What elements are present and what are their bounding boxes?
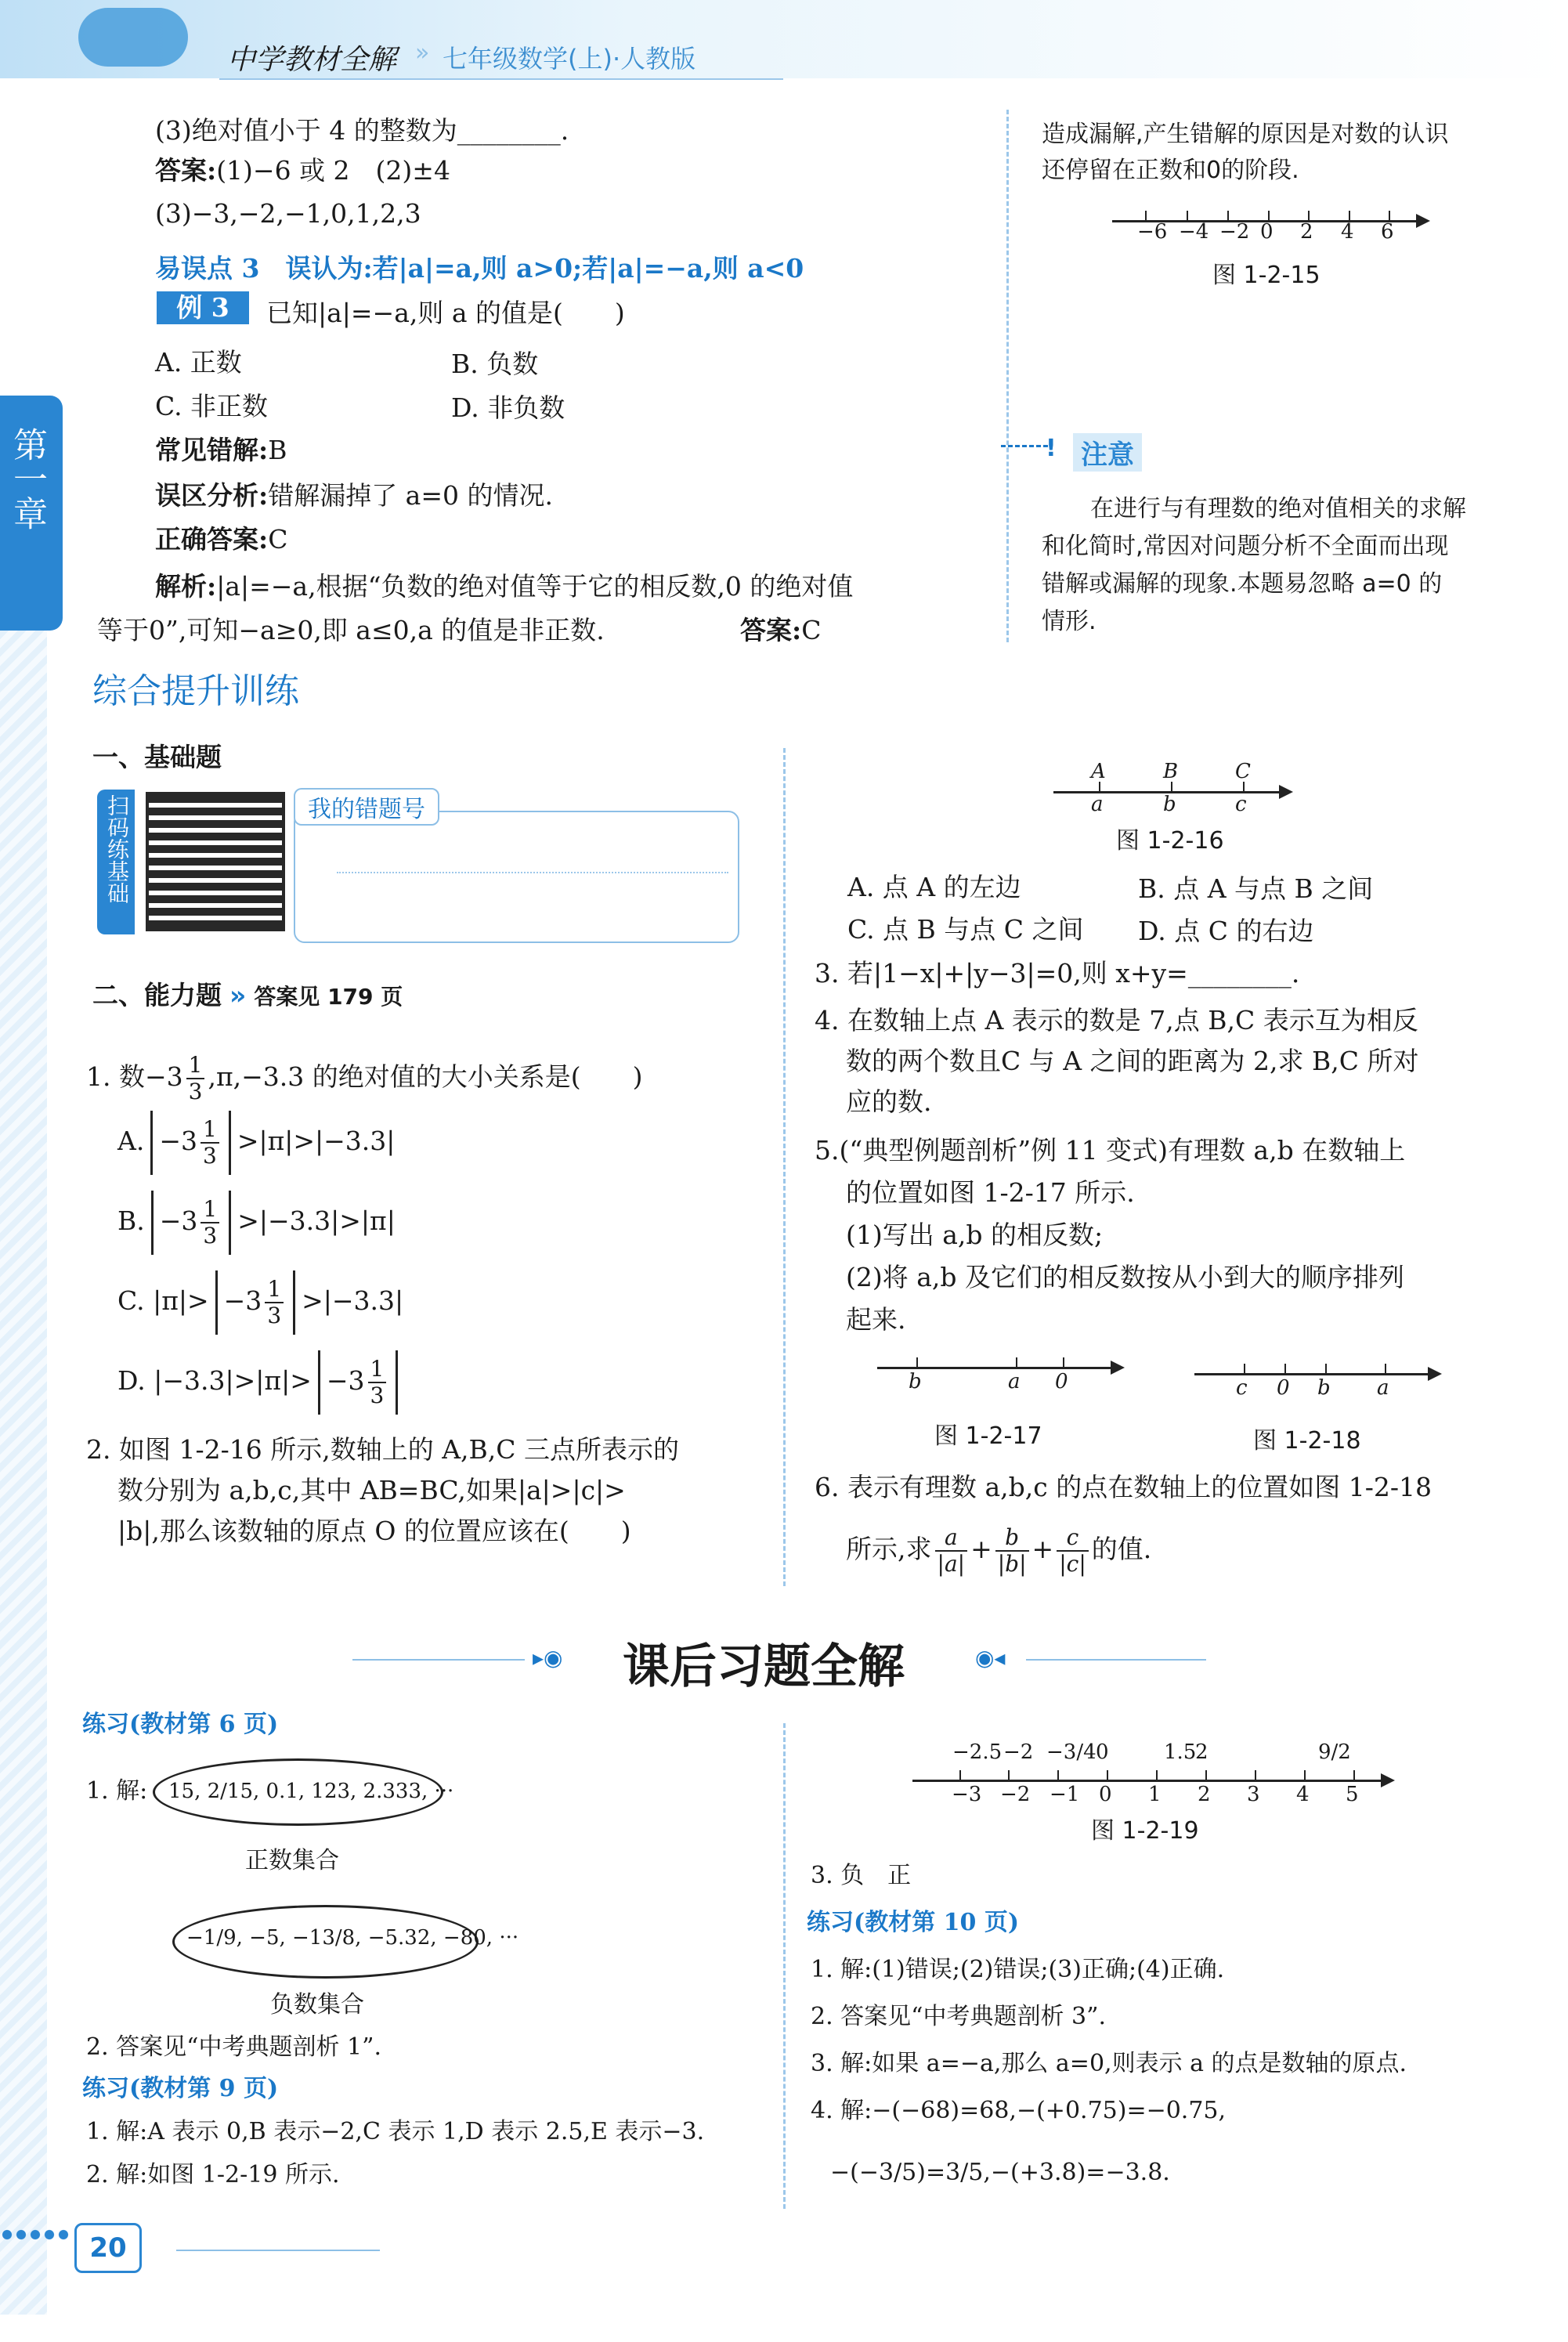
fig19-axis bbox=[912, 1780, 1382, 1782]
fig16-upper-label: C bbox=[1235, 760, 1251, 783]
fig19-lower-label: 5 bbox=[1346, 1783, 1359, 1806]
option-d: D. 非负数 bbox=[451, 392, 565, 423]
fig15-caption: 图 1-2-15 bbox=[1212, 262, 1321, 289]
mistake-tab: 我的错题号 bbox=[294, 788, 439, 826]
page-number: 20 bbox=[74, 2223, 142, 2273]
fig19-upper-label: −2.5 bbox=[952, 1740, 1003, 1764]
wrong-answer: 常见错解:B bbox=[155, 435, 287, 465]
q6-line-2: 所示,求 $\frac{a}{|a|}$ + $\frac{b}{|b|}$ + $\frac{c}{|c|}$ 的值. bbox=[846, 1524, 1152, 1577]
fig16-upper-label: B bbox=[1163, 760, 1179, 783]
option-a: A. 正数 bbox=[155, 347, 242, 378]
q1-option-a: A. −3 $\frac{1}{3}$ >|π|>|−3.3| bbox=[117, 1106, 395, 1176]
after-title-deco-left: ▸◉ bbox=[533, 1645, 563, 1671]
qr-side-label: 扫码练基础 bbox=[104, 794, 130, 904]
q1-option-b: B. −3 $\frac{1}{3}$ >|−3.3|>|π| bbox=[117, 1186, 396, 1256]
fig15-label: −6 bbox=[1137, 220, 1168, 244]
fig19-lower-label: −1 bbox=[1050, 1783, 1080, 1806]
q1-option-c: C. |π|> −3 $\frac{1}{3}$ >|−3.3| bbox=[117, 1266, 403, 1336]
fig19-lower-tick bbox=[1255, 1770, 1256, 1781]
q5-line-2: 的位置如图 1-2-17 所示. bbox=[846, 1177, 1135, 1208]
fig19-lower-tick bbox=[1156, 1770, 1158, 1781]
ability-heading: 二、能力题 » 答案见 179 页 bbox=[92, 980, 403, 1010]
after-title: 课后习题全解 bbox=[623, 1639, 905, 1694]
fig19-lower-tick bbox=[959, 1770, 961, 1781]
chapter-tab-stripe bbox=[0, 631, 47, 2315]
mistake-line bbox=[337, 872, 728, 873]
fig19-upper-label: 9/2 bbox=[1318, 1740, 1351, 1764]
right-text-1: 造成漏解,产生错解的原因是对数的认识 bbox=[1042, 121, 1449, 148]
fig19-lower-label: 2 bbox=[1198, 1783, 1211, 1806]
note-line-2: 和化简时,常因对问题分析不全面而出现 bbox=[1042, 533, 1449, 560]
fig16-lower-tick bbox=[1243, 782, 1245, 793]
fig17-label: 0 bbox=[1055, 1370, 1068, 1393]
q5-line-4: (2)将 a,b 及它们的相反数按从小到大的顺序排列 bbox=[846, 1262, 1405, 1292]
q2-option-d: D. 点 C 的右边 bbox=[1138, 916, 1314, 946]
note-icon: ! bbox=[1046, 435, 1057, 462]
qr-code[interactable] bbox=[149, 795, 282, 928]
fig19-upper-label: 1.5 bbox=[1164, 1740, 1197, 1764]
fig19-lower-label: 4 bbox=[1296, 1783, 1310, 1806]
answer-line-1: 答案:(1)−6 或 2 (2)±4 bbox=[155, 155, 450, 186]
option-c: C. 非正数 bbox=[155, 391, 269, 421]
q6-line-1: 6. 表示有理数 a,b,c 的点在数轴上的位置如图 1-2-18 bbox=[815, 1472, 1432, 1502]
fig16-arrow bbox=[1279, 785, 1293, 799]
p10-sol4: 4. 解:−(−68)=68,−(+0.75)=−0.75, bbox=[811, 2097, 1227, 2124]
fig18-label: 0 bbox=[1277, 1376, 1290, 1400]
q2-option-c: C. 点 B 与点 C 之间 bbox=[847, 914, 1084, 945]
q5-line-5: 起来. bbox=[846, 1304, 906, 1335]
q4-line-3: 应的数. bbox=[846, 1086, 932, 1117]
q2-line-1: 2. 如图 1-2-16 所示,数轴上的 A,B,C 三点所表示的 bbox=[86, 1434, 680, 1465]
p10-sol3: 3. 解:如果 a=−a,那么 a=0,则表示 a 的点是数轴的原点. bbox=[811, 2050, 1407, 2077]
fig19-lower-tick bbox=[1304, 1770, 1306, 1781]
fig15-arrow bbox=[1416, 214, 1430, 228]
fig18-axis bbox=[1194, 1373, 1429, 1375]
fig19-upper-label: 2 bbox=[1195, 1740, 1209, 1764]
pitfall-title: 易误点 3 误认为:若|a|=a,则 a>0;若|a|=−a,则 a<0 bbox=[155, 253, 804, 284]
fig19-lower-label: 1 bbox=[1148, 1783, 1162, 1806]
right-text-2: 还停留在正数和0的阶段. bbox=[1042, 157, 1299, 184]
option-b: B. 负数 bbox=[451, 349, 539, 379]
example-text: 已知|a|=−a,则 a 的值是( ) bbox=[266, 298, 625, 328]
header-rule bbox=[219, 78, 783, 80]
q2-option-b: B. 点 A 与点 B 之间 bbox=[1138, 873, 1374, 904]
note-line-1: 在进行与有理数的绝对值相关的求解 bbox=[1090, 495, 1466, 522]
after-title-rule-right bbox=[1026, 1659, 1206, 1661]
negative-caption: 负数集合 bbox=[270, 1991, 364, 2019]
section-title: 综合提升训练 bbox=[92, 671, 299, 711]
note-marker bbox=[1001, 445, 1048, 447]
fig17-arrow bbox=[1111, 1361, 1125, 1375]
fig17-axis bbox=[877, 1367, 1112, 1369]
after-title-rule-left bbox=[352, 1659, 525, 1661]
q2-line-2: 数分别为 a,b,c,其中 AB=BC,如果|a|>|c|> bbox=[117, 1475, 626, 1505]
fig17-label: a bbox=[1008, 1370, 1021, 1393]
middle-divider bbox=[783, 748, 786, 1586]
final-answer: 答案:C bbox=[740, 615, 822, 645]
fig16-lower-tick bbox=[1099, 782, 1100, 793]
fig16-lower-tick bbox=[1171, 782, 1172, 793]
positive-caption: 正数集合 bbox=[245, 1847, 339, 1874]
q2-line-3: |b|,那么该数轴的原点 O 的位置应该在( ) bbox=[117, 1516, 631, 1546]
explain-line-2: 等于0”,可知−a≥0,即 a≤0,a 的值是非正数. bbox=[97, 615, 605, 645]
q5-line-3: (1)写出 a,b 的相反数; bbox=[846, 1220, 1104, 1250]
mistake-box[interactable] bbox=[294, 811, 739, 943]
chapter-tab-label: 第一章 bbox=[7, 427, 47, 530]
sol1-label: 1. 解: bbox=[86, 1777, 148, 1805]
fig16-caption: 图 1-2-16 bbox=[1116, 827, 1224, 855]
p10-sol5: −(−3/5)=3/5,−(+3.8)=−3.8. bbox=[830, 2159, 1170, 2186]
fig18-label: a bbox=[1377, 1376, 1389, 1400]
fig18-label: c bbox=[1236, 1376, 1248, 1400]
top-divider bbox=[1006, 110, 1009, 642]
fig19-lower-label: −2 bbox=[1000, 1783, 1031, 1806]
p9-sol1: 1. 解:A 表示 0,B 表示−2,C 表示 1,D 表示 2.5,E 表示−3. bbox=[86, 2118, 705, 2145]
negative-set: −1/9, −5, −13/8, −5.32, −80, ··· bbox=[186, 1926, 519, 1950]
fig19-lower-tick bbox=[1353, 1770, 1355, 1781]
practice-p10: 练习(教材第 10 页) bbox=[807, 1909, 1020, 1936]
sol2: 2. 答案见“中考典题剖析 1”. bbox=[86, 2033, 381, 2061]
p10-sol2: 2. 答案见“中考典题剖析 3”. bbox=[811, 2003, 1106, 2030]
fig15-label: −2 bbox=[1219, 220, 1250, 244]
fig19-lower-tick bbox=[1205, 1770, 1207, 1781]
fig19-arrow bbox=[1381, 1773, 1395, 1787]
fig18-tick bbox=[1284, 1364, 1286, 1375]
practice-p6: 练习(教材第 6 页) bbox=[82, 1711, 279, 1738]
q3-line: (3)绝对值小于 4 的整数为________. bbox=[155, 115, 569, 146]
fig18-arrow bbox=[1428, 1367, 1442, 1381]
header-arrow-icon: » bbox=[415, 39, 430, 67]
q5-line-1: 5.(“典型例题剖析”例 11 变式)有理数 a,b 在数轴上 bbox=[815, 1135, 1406, 1166]
fig15-label: −4 bbox=[1179, 220, 1209, 244]
fig15-label: 4 bbox=[1341, 220, 1354, 244]
fig19-upper-label: 0 bbox=[1096, 1740, 1109, 1764]
q3-right: 3. 若|1−x|+|y−3|=0,则 x+y=________. bbox=[815, 958, 1300, 988]
fig17-label: b bbox=[909, 1370, 922, 1393]
fig17-tick bbox=[916, 1357, 918, 1368]
fig19-lower-tick bbox=[1057, 1770, 1059, 1781]
answer-line-2: (3)−3,−2,−1,0,1,2,3 bbox=[155, 198, 421, 229]
fig15-label: 0 bbox=[1260, 220, 1274, 244]
after-title-deco-right: ◉◂ bbox=[975, 1645, 1006, 1671]
q4-line-2: 数的两个数且C 与 A 之间的距离为 2,求 B,C 所对 bbox=[846, 1046, 1419, 1076]
fig18-tick bbox=[1385, 1364, 1386, 1375]
fig19-caption: 图 1-2-19 bbox=[1091, 1817, 1199, 1845]
example-tag: 例 3 bbox=[157, 291, 249, 324]
fig15-label: 6 bbox=[1381, 220, 1394, 244]
header-logo bbox=[78, 8, 188, 67]
fig18-label: b bbox=[1317, 1376, 1331, 1400]
p9-sol2: 2. 解:如图 1-2-19 所示. bbox=[86, 2161, 340, 2188]
fig18-tick bbox=[1325, 1364, 1327, 1375]
fig19-lower-tick bbox=[1008, 1770, 1010, 1781]
fig19-lower-label: −3 bbox=[952, 1783, 982, 1806]
fig19-upper-label: −3/4 bbox=[1046, 1740, 1097, 1764]
fig19-lower-label: 0 bbox=[1099, 1783, 1112, 1806]
q1-stem: 1. 数−3 $\frac{1}{3}$ ,π,−3.3 的绝对值的大小关系是( ) bbox=[86, 1052, 643, 1104]
note-line-3: 错解或漏解的现象.本题易忽略 a=0 的 bbox=[1042, 570, 1443, 598]
correct-answer: 正确答案:C bbox=[155, 524, 288, 555]
explain-line-1: 解析:|a|=−a,根据“负数的绝对值等于它的相反数,0 的绝对值 bbox=[155, 571, 854, 602]
positive-set: 15, 2/15, 0.1, 123, 2.333, ··· bbox=[168, 1780, 454, 1803]
fig19-upper-label: −2 bbox=[1003, 1740, 1034, 1764]
q1-option-d: D. |−3.3|>|π|> −3 $\frac{1}{3}$ bbox=[117, 1346, 404, 1416]
fig17-tick bbox=[1063, 1357, 1064, 1368]
fig18-tick bbox=[1244, 1364, 1245, 1375]
p9-sol3: 3. 负 正 bbox=[811, 1862, 912, 1889]
fig17-caption: 图 1-2-17 bbox=[934, 1422, 1042, 1450]
fig19-lower-tick bbox=[1107, 1770, 1108, 1781]
practice-p9: 练习(教材第 9 页) bbox=[82, 2075, 279, 2102]
fig19-lower-label: 3 bbox=[1247, 1783, 1260, 1806]
footer-dots bbox=[0, 2226, 70, 2243]
fig16-lower-label: b bbox=[1163, 793, 1176, 816]
fig18-caption: 图 1-2-18 bbox=[1253, 1427, 1361, 1455]
note-line-4: 情形. bbox=[1042, 608, 1097, 635]
footer-rule bbox=[176, 2250, 380, 2251]
fig15-label: 2 bbox=[1300, 220, 1313, 244]
fig16-lower-label: c bbox=[1235, 793, 1247, 816]
note-title: 注意 bbox=[1073, 433, 1142, 472]
analysis: 误区分析:错解漏掉了 a=0 的情况. bbox=[155, 480, 553, 511]
fig16-upper-label: A bbox=[1091, 760, 1106, 783]
bottom-divider bbox=[783, 1723, 786, 2209]
q4-line-1: 4. 在数轴上点 A 表示的数是 7,点 B,C 表示互为相反 bbox=[815, 1005, 1418, 1035]
fig16-lower-label: a bbox=[1091, 793, 1104, 816]
p10-sol1: 1. 解:(1)错误;(2)错误;(3)正确;(4)正确. bbox=[811, 1956, 1225, 1983]
header-series: 中学教材全解 bbox=[227, 44, 397, 76]
header-book: 七年级数学(上)·人教版 bbox=[443, 44, 696, 74]
q2-option-a: A. 点 A 的左边 bbox=[847, 872, 1021, 902]
fig17-tick bbox=[1016, 1357, 1017, 1368]
basic-heading: 一、基础题 bbox=[92, 742, 222, 772]
